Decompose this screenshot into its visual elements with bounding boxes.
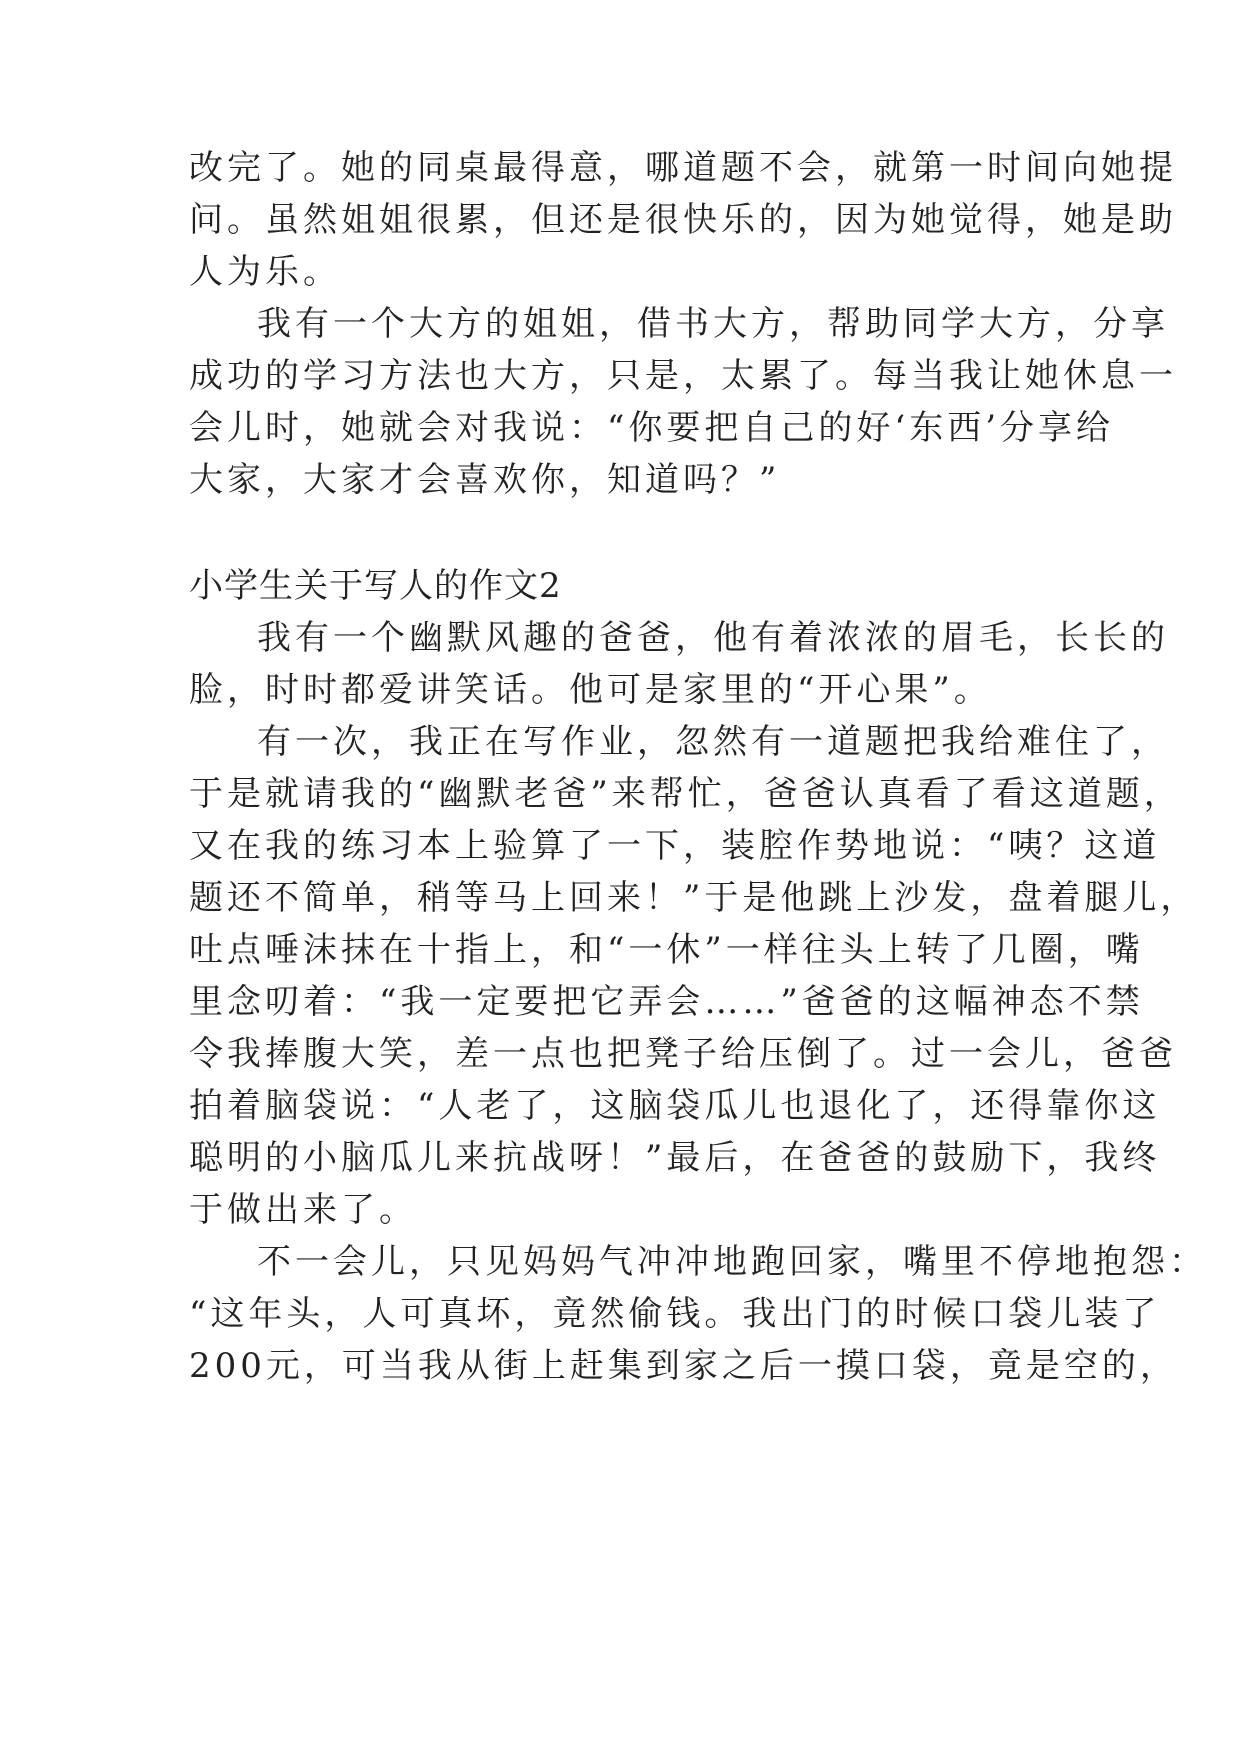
paragraph-2-line-1: 我有一个大方的姐姐，借书大方，帮助同学大方，分享 — [257, 304, 1169, 344]
paragraph-4-line-3: 又在我的练习本上验算了一下，装腔作势地说：“咦？这道 — [189, 826, 1161, 866]
paragraph-1-line-1: 改完了。她的同桌最得意，哪道题不会，就第一时间向她提 — [189, 148, 1177, 188]
paragraph-1-line-2: 问。虽然姐姐很累，但还是很快乐的，因为她觉得，她是助 — [189, 200, 1177, 240]
paragraph-2-line-2: 成功的学习方法也大方，只是，太累了。每当我让她休息一 — [189, 356, 1177, 396]
paragraph-4-line-6: 里念叨着：“我一定要把它弄会……”爸爸的这幅神态不禁 — [189, 982, 1144, 1022]
paragraph-3-line-1: 我有一个幽默风趣的爸爸，他有着浓浓的眉毛，长长的 — [257, 618, 1169, 658]
paragraph-4-line-9: 聪明的小脑瓜儿来抗战呀！”最后，在爸爸的鼓励下，我终 — [189, 1138, 1161, 1178]
paragraph-4-line-7: 令我捧腹大笑，差一点也把凳子给压倒了。过一会儿，爸爸 — [189, 1034, 1177, 1074]
paragraph-3-line-2: 脸，时时都爱讲笑话。他可是家里的“开心果”。 — [189, 670, 992, 710]
paragraph-4-line-10: 于做出来了。 — [189, 1190, 417, 1230]
paragraph-2-line-3: 会儿时，她就会对我说：“你要把自己的好‘东西’分享给 — [189, 408, 1114, 448]
paragraph-4-line-2: 于是就请我的“幽默老爸”来帮忙，爸爸认真看了看这道题， — [189, 774, 1182, 814]
paragraph-2-line-4: 大家，大家才会喜欢你，知道吗？” — [189, 460, 781, 500]
paragraph-4-line-4: 题还不简单，稍等马上回来！”于是他跳上沙发，盘着腿儿， — [189, 878, 1199, 918]
section-heading: 小学生关于写人的作文2 — [189, 566, 562, 606]
paragraph-1-line-3: 人为乐。 — [189, 252, 341, 292]
paragraph-5-line-2: “这年头，人可真坏，竟然偷钱。我出门的时候口袋儿装了 — [189, 1294, 1161, 1334]
paragraph-4-line-5: 吐点唾沫抹在十指上，和“一休”一样往头上转了几圈，嘴 — [189, 930, 1144, 970]
paragraph-5-line-3: 200元，可当我从街上赶集到家之后一摸口袋，竟是空的， — [189, 1346, 1178, 1386]
paragraph-4-line-1: 有一次，我正在写作业，忽然有一道题把我给难住了， — [257, 722, 1169, 762]
paragraph-4-line-8: 拍着脑袋说：“人老了，这脑袋瓜儿也退化了，还得靠你这 — [189, 1086, 1161, 1126]
paragraph-5-line-1: 不一会儿，只见妈妈气冲冲地跑回家，嘴里不停地抱怨： — [257, 1242, 1207, 1282]
